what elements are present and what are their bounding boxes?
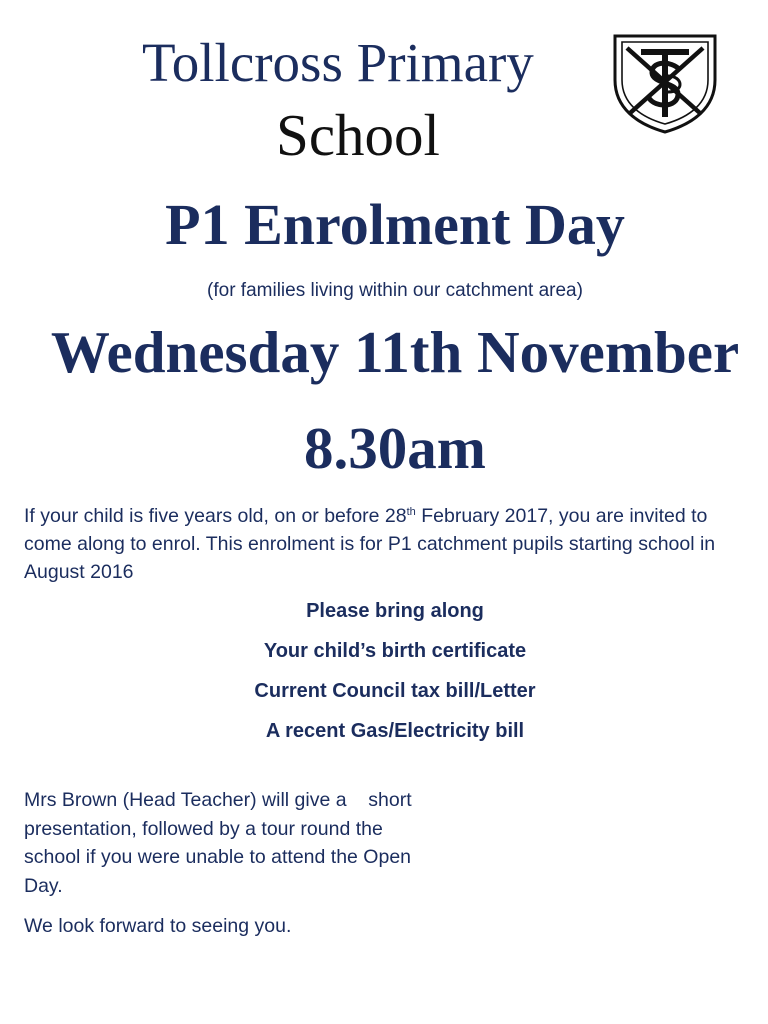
presentation-paragraph	[24, 786, 484, 900]
closing-text: We look forward to seeing you.	[24, 915, 292, 937]
list-item: A recent Gas/Electricity bill	[265, 720, 525, 742]
intro-superscript: th	[406, 506, 416, 518]
presentation-line: Day.	[24, 874, 63, 897]
event-date: Wednesday 11th November	[50, 319, 740, 385]
bring-along-heading: Please bring along	[306, 600, 484, 622]
list-item: Current Council tax bill/Letter	[254, 680, 536, 702]
intro-text-part2: February 2017, you are invited to come along to enrol. This enrolment is for P1 catchment pupils starting school in August 2016	[24, 505, 716, 583]
presentation-line: presentation, followed by a tour round the	[24, 817, 383, 840]
school-crest-logo	[611, 30, 719, 134]
shield-icon	[611, 30, 719, 134]
event-time: 8.30am	[304, 415, 486, 481]
event-title: P1 Enrolment Day	[165, 192, 625, 257]
presentation-line: Mrs Brown (Head Teacher) will give a short	[24, 789, 412, 811]
intro-paragraph	[24, 502, 754, 586]
event-subtitle: (for families living within our catchment area)	[207, 280, 583, 301]
intro-text-part1: If your child is five years old, on or before 28	[24, 505, 407, 527]
school-name-line2: School	[276, 102, 440, 168]
list-item: Your child’s birth certificate	[263, 640, 527, 662]
bring-along-list	[0, 597, 768, 757]
school-name-line1: Tollcross Primary	[142, 32, 534, 93]
presentation-line: school if you were unable to attend the Open	[24, 846, 412, 868]
